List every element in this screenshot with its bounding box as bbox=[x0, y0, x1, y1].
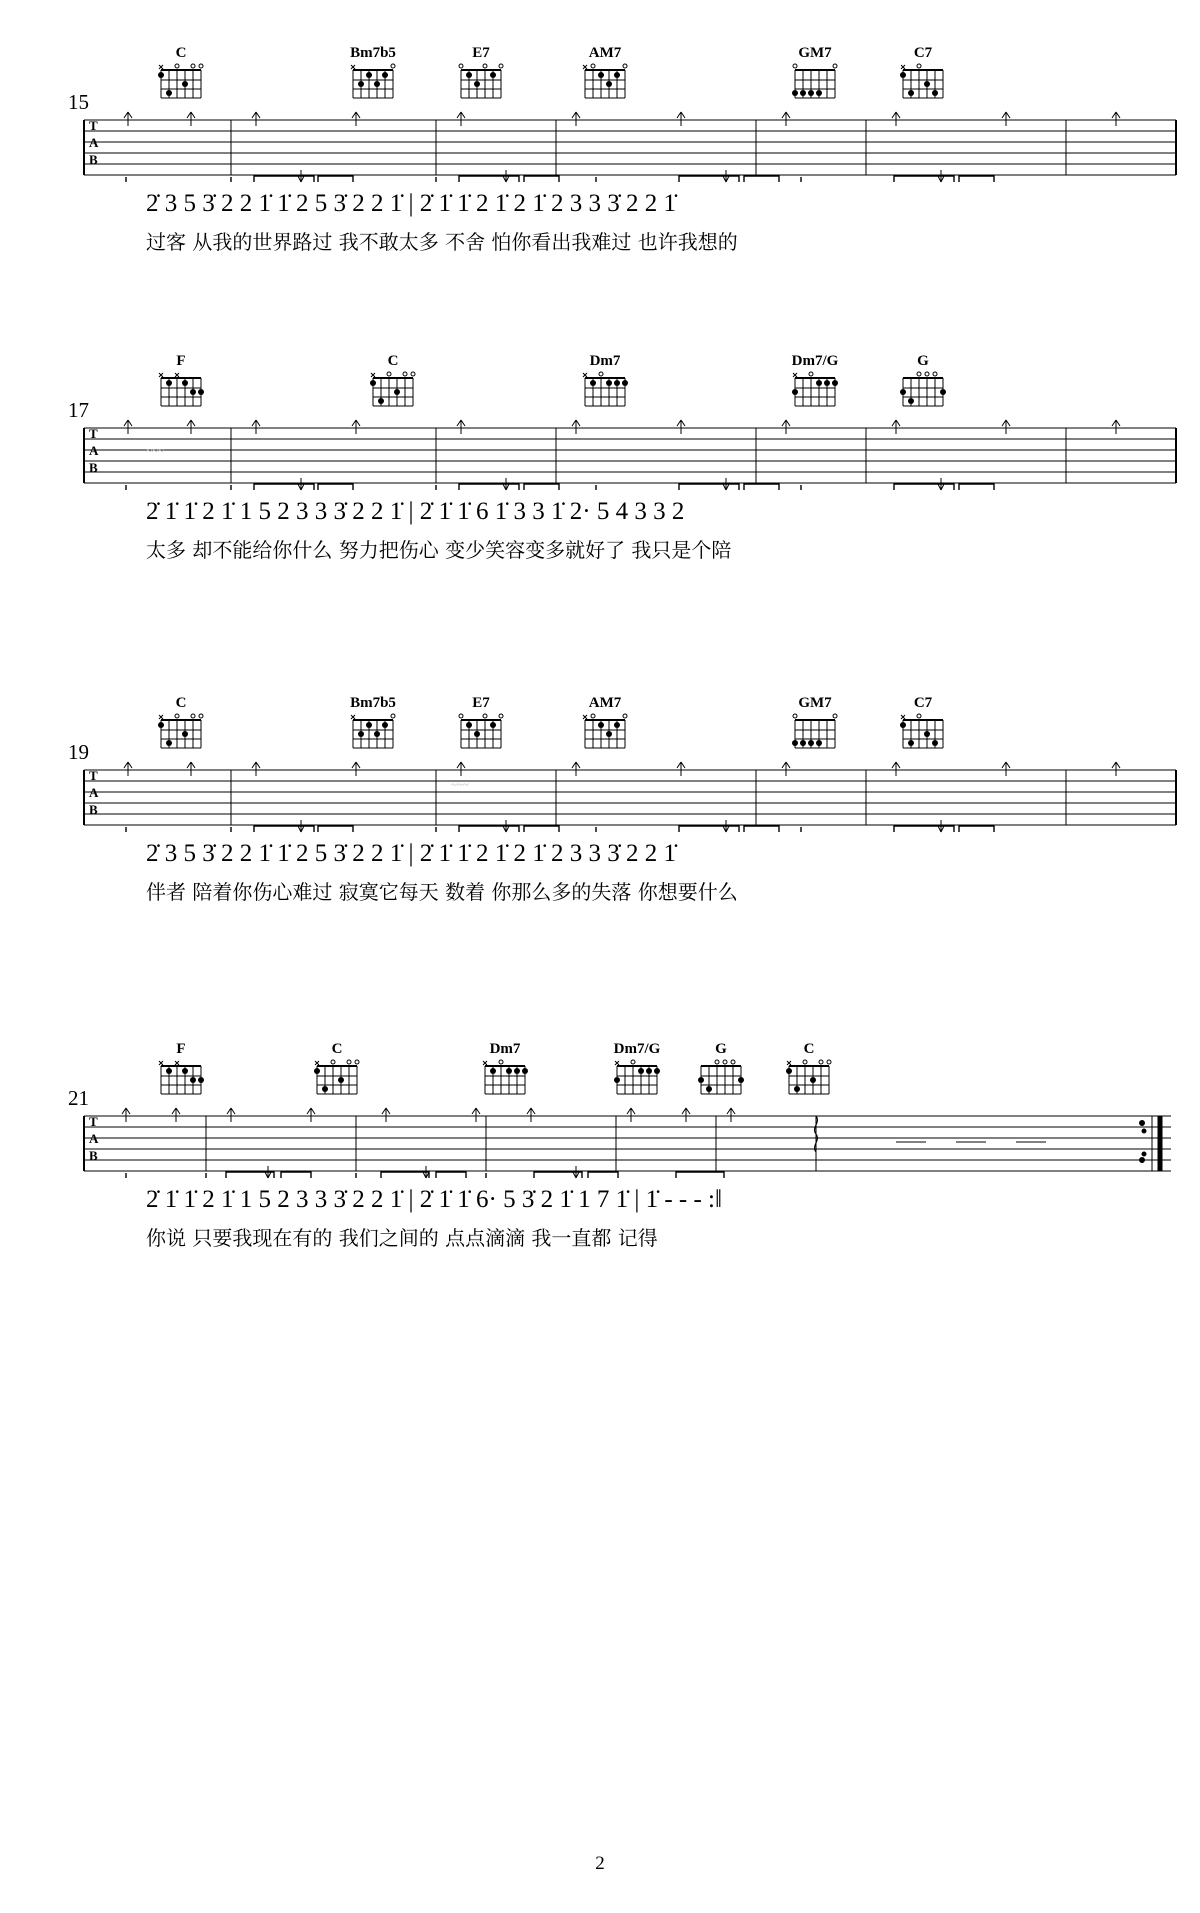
chord-name: C7 bbox=[913, 45, 933, 61]
chord-diagram bbox=[308, 1042, 366, 1098]
svg-text:T: T bbox=[89, 426, 98, 441]
chord-diagram bbox=[786, 354, 844, 410]
chord-diagram bbox=[364, 354, 422, 410]
chord-diagram bbox=[576, 354, 634, 410]
notation-block bbox=[56, 1186, 1186, 1264]
chord-diagram bbox=[894, 46, 952, 102]
svg-text:A: A bbox=[89, 785, 99, 800]
notation-block bbox=[56, 190, 1186, 268]
chord-name: GM7 bbox=[798, 45, 832, 61]
chord-name: Dm7/G bbox=[791, 353, 839, 369]
music-system bbox=[56, 690, 1186, 918]
chord-diagram-row bbox=[56, 40, 1186, 102]
svg-text:T: T bbox=[89, 768, 98, 783]
chord-grid bbox=[899, 712, 947, 752]
chord-grid bbox=[581, 370, 629, 410]
chord-name: Dm7 bbox=[589, 353, 621, 369]
svg-text:T: T bbox=[89, 1114, 98, 1129]
chord-diagram bbox=[452, 696, 510, 752]
page-number: 2 bbox=[595, 1853, 605, 1874]
chord-diagram bbox=[786, 696, 844, 752]
chord-grid bbox=[791, 370, 839, 410]
chord-grid bbox=[313, 1058, 361, 1098]
notation-block bbox=[56, 498, 1186, 576]
chord-diagram-row bbox=[56, 690, 1186, 752]
chord-grid bbox=[791, 712, 839, 752]
chord-name: Dm7/G bbox=[613, 1041, 661, 1057]
chord-name: G bbox=[917, 353, 929, 369]
chord-name: C7 bbox=[913, 695, 933, 711]
music-system bbox=[56, 348, 1186, 576]
chord-grid bbox=[457, 62, 505, 102]
lyrics-line: 过客 从我的世界路过 我不敢太多 不舍 怕你看出我难过 也许我想的 bbox=[146, 230, 738, 254]
chord-diagram bbox=[786, 46, 844, 102]
numbered-notation: 2̇ 3 5 3̇ 2 2 1̇ 1̇ 2 5 3̇ 2 2 1̇ | 2̇ 1̇ 1̇ 2 1̇ 2 1̇ 2 3 3 3̇ 2 2 1̇ bbox=[146, 840, 677, 867]
chord-grid bbox=[457, 712, 505, 752]
chord-name: AM7 bbox=[588, 45, 622, 61]
chord-grid bbox=[899, 62, 947, 102]
chord-name: C bbox=[387, 353, 399, 369]
lyrics-line: 太多 却不能给你什么 努力把伤心 变少笑容变多就好了 我只是个陪 bbox=[146, 538, 732, 562]
chord-diagram bbox=[152, 696, 210, 752]
chord-name: F bbox=[176, 1041, 186, 1057]
chord-name: C bbox=[175, 45, 187, 61]
chord-grid bbox=[157, 1058, 205, 1098]
notation-block bbox=[56, 840, 1186, 918]
chord-diagram bbox=[576, 46, 634, 102]
chord-name: Bm7b5 bbox=[350, 45, 396, 61]
chord-name: F bbox=[176, 353, 186, 369]
chord-diagram bbox=[152, 1042, 210, 1098]
chord-grid bbox=[785, 1058, 833, 1098]
chord-diagram bbox=[780, 1042, 838, 1098]
chord-grid bbox=[157, 62, 205, 102]
svg-text:~~~: ~~~ bbox=[451, 779, 469, 791]
chord-diagram-row bbox=[56, 348, 1186, 410]
svg-text:A: A bbox=[89, 443, 99, 458]
tab-staff bbox=[56, 412, 1186, 498]
svg-text:A: A bbox=[89, 135, 99, 150]
chord-name: E7 bbox=[472, 45, 490, 61]
chord-diagram bbox=[608, 1042, 666, 1098]
chord-grid bbox=[349, 712, 397, 752]
chord-diagram-row bbox=[56, 1036, 1186, 1098]
chord-name: GM7 bbox=[798, 695, 832, 711]
chord-name: Dm7 bbox=[489, 1041, 521, 1057]
measure-number: 17 bbox=[68, 398, 89, 422]
svg-text:T: T bbox=[89, 118, 98, 133]
lyrics-line: 你说 只要我现在有的 我们之间的 点点滴滴 我一直都 记得 bbox=[146, 1226, 658, 1250]
chord-diagram bbox=[344, 696, 402, 752]
chord-grid bbox=[157, 370, 205, 410]
chord-name: C bbox=[803, 1041, 815, 1057]
chord-name: E7 bbox=[472, 695, 490, 711]
svg-text:B: B bbox=[89, 1148, 98, 1163]
chord-grid bbox=[369, 370, 417, 410]
music-system bbox=[56, 40, 1186, 268]
measure-number: 19 bbox=[68, 740, 89, 764]
chord-diagram bbox=[152, 354, 210, 410]
svg-text:B: B bbox=[89, 460, 98, 475]
chord-grid bbox=[791, 62, 839, 102]
music-system bbox=[56, 1036, 1186, 1264]
numbered-notation: 2̇ 1̇ 1̇ 2 1̇ 1 5 2 3 3 3̇ 2 2 1̇ | 2̇ 1̇ 1̇ 6· 5 3̇ 2 1̇ 1 7 1̇ | 1̇ - - - :‖ bbox=[146, 1186, 723, 1213]
chord-diagram bbox=[894, 696, 952, 752]
svg-text:B: B bbox=[89, 152, 98, 167]
svg-text:B: B bbox=[89, 802, 98, 817]
svg-text:A: A bbox=[89, 1131, 99, 1146]
chord-grid bbox=[581, 62, 629, 102]
chord-diagram bbox=[894, 354, 952, 410]
chord-diagram bbox=[344, 46, 402, 102]
tab-staff bbox=[56, 1100, 1186, 1186]
chord-diagram bbox=[576, 696, 634, 752]
chord-name: Bm7b5 bbox=[350, 695, 396, 711]
chord-grid bbox=[157, 712, 205, 752]
chord-grid bbox=[613, 1058, 661, 1098]
lyrics-line: 伴者 陪着你伤心难过 寂寞它每天 数着 你那么多的失落 你想要什么 bbox=[146, 880, 738, 904]
svg-text:~~~: ~~~ bbox=[146, 445, 164, 457]
measure-number: 21 bbox=[68, 1086, 89, 1110]
chord-name: C bbox=[175, 695, 187, 711]
numbered-notation: 2̇ 1̇ 1̇ 2 1̇ 1 5 2 3 3 3̇ 2 2 1̇ | 2̇ 1̇ 1̇ 6 1̇ 3 3 1̇ 2· 5 4 3 3 2 bbox=[146, 498, 685, 525]
chord-name: AM7 bbox=[588, 695, 622, 711]
chord-name: G bbox=[715, 1041, 727, 1057]
chord-grid bbox=[899, 370, 947, 410]
numbered-notation: 2̇ 3 5 3̇ 2 2 1̇ 1̇ 2 5 3̇ 2 2 1̇ | 2̇ 1̇ 1̇ 2 1̇ 2 1̇ 2 3 3 3̇ 2 2 1̇ bbox=[146, 190, 677, 217]
chord-diagram bbox=[152, 46, 210, 102]
tab-staff bbox=[56, 104, 1186, 190]
measure-number: 15 bbox=[68, 90, 89, 114]
chord-diagram bbox=[692, 1042, 750, 1098]
chord-grid bbox=[349, 62, 397, 102]
chord-diagram bbox=[476, 1042, 534, 1098]
chord-diagram bbox=[452, 46, 510, 102]
chord-grid bbox=[581, 712, 629, 752]
chord-grid bbox=[481, 1058, 529, 1098]
chord-name: C bbox=[331, 1041, 343, 1057]
chord-grid bbox=[697, 1058, 745, 1098]
tab-staff bbox=[56, 754, 1186, 840]
